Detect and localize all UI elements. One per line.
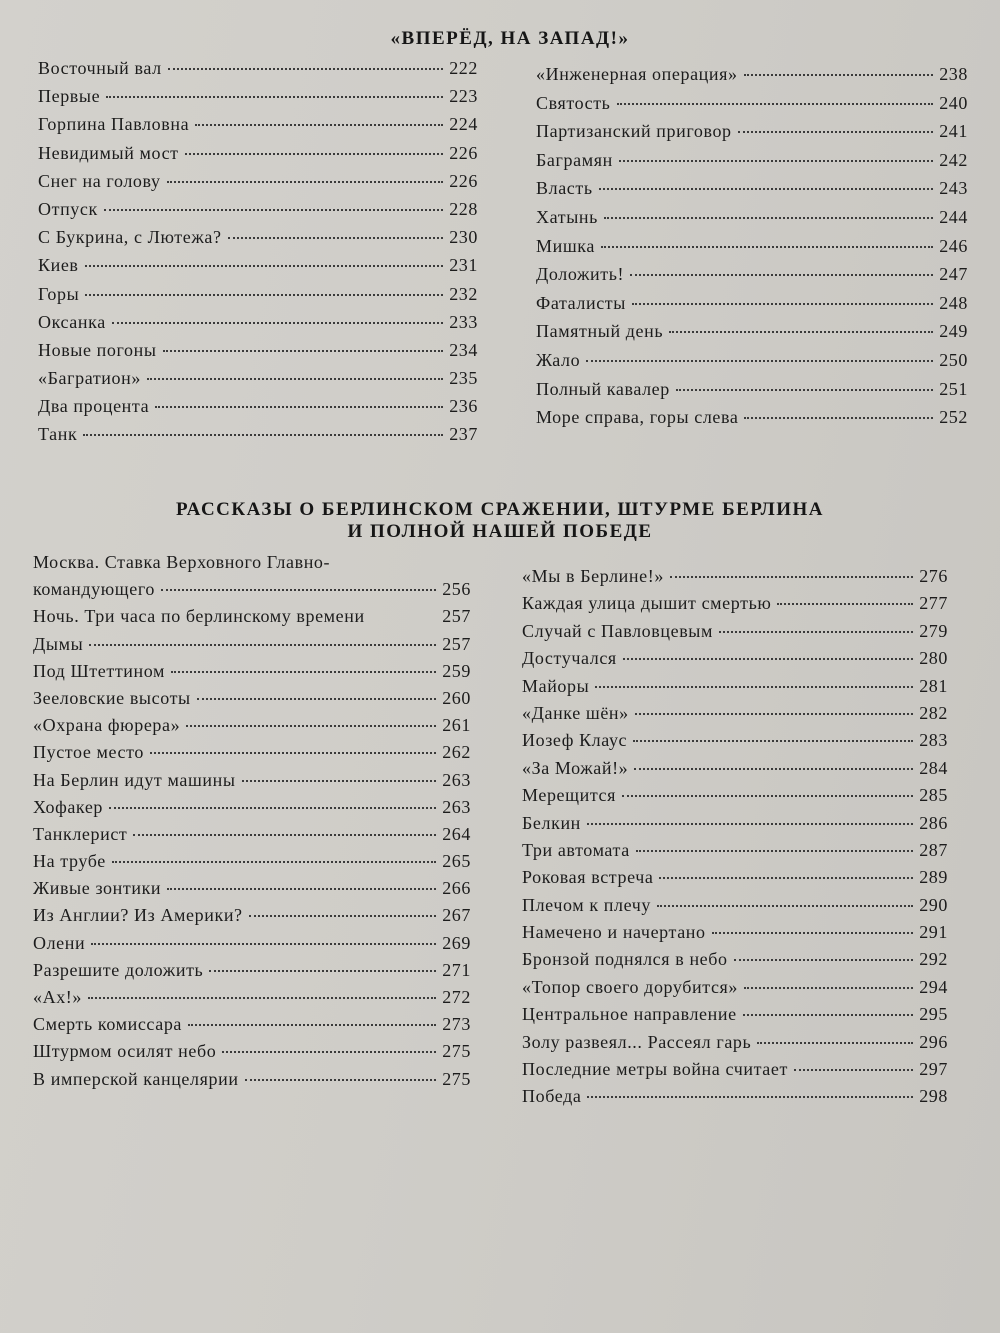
- toc-entry: [522, 648, 948, 675]
- toc-entry-page: 249: [939, 321, 968, 342]
- dot-leader: [587, 823, 913, 825]
- toc-entry-title: Центральное направление: [522, 1004, 737, 1025]
- dot-leader: [163, 350, 444, 352]
- dot-leader: [197, 698, 436, 700]
- toc-entry: [33, 933, 471, 960]
- toc-entry: [522, 922, 948, 949]
- toc-entry: [522, 949, 948, 976]
- toc-entry-page: 263: [442, 796, 471, 817]
- dot-leader: [744, 987, 913, 989]
- dot-leader: [587, 1096, 913, 1098]
- dot-leader: [619, 160, 933, 162]
- dot-leader: [595, 686, 913, 688]
- toc-entry-page: 237: [449, 424, 478, 445]
- toc-entry: [522, 1032, 948, 1059]
- toc-entry-title: Достучался: [522, 648, 617, 669]
- dot-leader: [744, 417, 933, 419]
- toc-entry: [536, 293, 968, 322]
- toc-entry-title: Золу развеял... Рассеял гарь: [522, 1031, 752, 1052]
- dot-leader: [633, 740, 913, 742]
- toc-entry-title: «Топор своего дорубится»: [522, 976, 739, 997]
- section-title-west: «ВПЕРЁД, НА ЗАПАД!»: [390, 28, 630, 49]
- toc-entry: [522, 566, 948, 593]
- toc-entry-page: 281: [919, 675, 948, 696]
- toc-column-west-left: [38, 58, 478, 453]
- toc-entry-title: Плечом к плечу: [522, 894, 651, 915]
- toc-entry-page: 223: [449, 86, 478, 107]
- toc-entry: [522, 813, 948, 840]
- toc-column-west-right: [536, 64, 968, 436]
- toc-entry: [38, 424, 478, 452]
- toc-entry: [522, 758, 948, 785]
- toc-entry-page: 296: [919, 1031, 948, 1052]
- toc-entry-title: «Мы в Берлине!»: [522, 566, 664, 586]
- toc-entry: [522, 1004, 948, 1031]
- toc-entry: [33, 987, 471, 1014]
- toc-entry-page: 267: [442, 905, 471, 926]
- section-title-berlin-line1: РАССКАЗЫ О БЕРЛИНСКОМ СРАЖЕНИИ, ШТУРМЕ БЕРЛИНА: [176, 499, 824, 520]
- toc-entry-page: 252: [939, 407, 968, 428]
- toc-entry-page: 280: [919, 648, 948, 669]
- toc-entry-page: 273: [442, 1014, 471, 1035]
- dot-leader: [106, 96, 443, 98]
- toc-entry-title: В имперской канцелярии: [33, 1068, 239, 1089]
- toc-entry-title: Два процента: [38, 396, 150, 417]
- dot-leader: [209, 970, 436, 972]
- toc-entry-page: 263: [442, 769, 471, 790]
- toc-entry-title: Невидимый мост: [38, 142, 179, 163]
- toc-entry-title: Мишка: [536, 235, 595, 256]
- dot-leader: [167, 181, 444, 183]
- dot-leader: [147, 378, 443, 380]
- toc-entry: [536, 264, 968, 293]
- dot-leader: [89, 644, 436, 646]
- toc-entry: [38, 86, 478, 114]
- toc-entry: [38, 114, 478, 142]
- toc-entry-title: Мерещится: [522, 785, 616, 806]
- toc-entry-title: «Инженерная операция»: [536, 64, 738, 84]
- section-title-berlin-line2: И ПОЛНОЙ НАШЕЙ ПОБЕДЕ: [347, 521, 653, 542]
- toc-entry-title: Танк: [38, 424, 78, 445]
- toc-entry-page: 298: [919, 1086, 948, 1107]
- toc-entry: [33, 1041, 471, 1068]
- toc-entry-title: Смерть комиссара: [33, 1014, 183, 1035]
- toc-entry: [536, 93, 968, 122]
- toc-entry-page: 238: [939, 64, 968, 84]
- dot-leader: [228, 237, 444, 239]
- dot-leader: [242, 780, 437, 782]
- dot-leader: [617, 103, 934, 105]
- toc-entry-page: 230: [449, 227, 478, 248]
- dot-leader: [601, 246, 933, 248]
- toc-entry-page: 284: [919, 757, 948, 778]
- toc-entry-page: 226: [449, 170, 478, 191]
- toc-entry: [522, 840, 948, 867]
- toc-entry-title: Оксанка: [38, 311, 106, 332]
- toc-entry-page: 282: [919, 702, 948, 723]
- toc-entry-title: командующего: [33, 579, 155, 600]
- toc-entry: [38, 58, 478, 86]
- toc-entry: [522, 867, 948, 894]
- toc-entry-title: Бронзой поднялся в небо: [522, 949, 728, 970]
- dot-leader: [599, 188, 934, 190]
- dot-leader: [659, 877, 913, 879]
- toc-entry: [33, 960, 471, 987]
- dot-leader: [188, 1024, 436, 1026]
- toc-entry-page: 231: [449, 255, 478, 276]
- toc-entry-title: «За Можай!»: [522, 757, 629, 778]
- toc-entry-page: 228: [449, 198, 478, 219]
- dot-leader: [171, 671, 436, 673]
- toc-entry-page: 247: [939, 264, 968, 285]
- toc-entry: [38, 255, 478, 283]
- toc-entry-page: 232: [449, 283, 478, 304]
- toc-entry-title: Под Штеттином: [33, 660, 165, 681]
- dot-leader: [186, 725, 436, 727]
- dot-leader: [155, 406, 443, 408]
- toc-entry-title: Доложить!: [536, 264, 625, 285]
- toc-entry-title: Случай с Павловцевым: [522, 620, 713, 641]
- toc-entry-title: Первые: [38, 86, 101, 107]
- dot-leader: [604, 217, 933, 219]
- toc-entry-title: Майоры: [522, 675, 590, 696]
- toc-entry-page: 234: [449, 339, 478, 360]
- toc-entry: [33, 878, 471, 905]
- toc-entry: [38, 284, 478, 312]
- toc-entry-title: Снег на голову: [38, 170, 161, 191]
- toc-entry: [33, 1014, 471, 1041]
- toc-entry: [33, 688, 471, 715]
- toc-entry-title: Горпина Павловна: [38, 114, 190, 135]
- dot-leader: [249, 915, 437, 917]
- toc-entry-title: Штурмом осилят небо: [33, 1041, 217, 1062]
- dot-leader: [635, 713, 913, 715]
- dot-leader: [133, 834, 436, 836]
- dot-leader: [676, 389, 933, 391]
- toc-entry-title: Отпуск: [38, 198, 98, 219]
- toc-entry-title: «Охрана фюрера»: [33, 715, 181, 736]
- toc-entry-page: 286: [919, 812, 948, 833]
- toc-entry: [33, 770, 471, 797]
- toc-entry: [536, 236, 968, 265]
- toc-entry-title: Хофакер: [33, 796, 104, 817]
- toc-entry-page: 256: [442, 579, 471, 600]
- dot-leader: [167, 888, 436, 890]
- toc-entry: [522, 785, 948, 812]
- toc-entry-page: 226: [449, 142, 478, 163]
- toc-entry: [536, 407, 968, 436]
- toc-entry-page: 257: [442, 606, 471, 627]
- toc-entry: [522, 1059, 948, 1086]
- toc-entry-title: «Багратион»: [38, 368, 141, 389]
- toc-entry-page: 292: [919, 949, 948, 970]
- toc-entry-page: 290: [919, 894, 948, 915]
- toc-entry-title: На трубе: [33, 851, 106, 872]
- toc-entry-page: 248: [939, 292, 968, 313]
- toc-entry-page: 266: [442, 878, 471, 899]
- toc-entry: [522, 676, 948, 703]
- dot-leader: [636, 850, 913, 852]
- toc-entry-page: 259: [442, 660, 471, 681]
- toc-entry-page: 257: [442, 633, 471, 654]
- toc-entry-title: Ночь. Три часа по берлинскому времени: [33, 606, 365, 627]
- dot-leader: [738, 131, 934, 133]
- toc-entry-title: Живые зонтики: [33, 878, 162, 899]
- toc-entry-title: Восточный вал: [38, 58, 162, 78]
- toc-entry-title: Киев: [38, 255, 79, 276]
- dot-leader: [104, 209, 443, 211]
- dot-leader: [743, 1014, 914, 1016]
- toc-entry-title: Новые погоны: [38, 339, 157, 360]
- toc-entry: [536, 321, 968, 350]
- toc-entry: [38, 368, 478, 396]
- toc-entry: [536, 350, 968, 379]
- toc-entry-title: Хатынь: [536, 206, 598, 227]
- toc-entry-title: «Данке шён»: [522, 702, 629, 723]
- toc-entry-page: 287: [919, 839, 948, 860]
- toc-entry-title: Полный кавалер: [536, 378, 670, 399]
- toc-entry: [33, 1069, 471, 1096]
- toc-entry-title: Москва. Ставка Верховного Главно-: [33, 552, 331, 572]
- toc-entry: [536, 178, 968, 207]
- dot-leader: [245, 1079, 437, 1081]
- toc-entry: [38, 227, 478, 255]
- toc-entry-page: 289: [919, 867, 948, 888]
- toc-entry: [38, 340, 478, 368]
- toc-entry: [33, 742, 471, 769]
- dot-leader: [777, 603, 913, 605]
- toc-entry-page: 261: [442, 715, 471, 736]
- dot-leader: [712, 932, 914, 934]
- toc-entry-page: 224: [449, 114, 478, 135]
- dot-leader: [734, 959, 914, 961]
- toc-entry-page: 279: [919, 620, 948, 641]
- toc-entry-page: 250: [939, 349, 968, 370]
- toc-entry: [536, 64, 968, 93]
- toc-entry-page: 272: [442, 987, 471, 1007]
- dot-leader: [161, 589, 436, 591]
- toc-entry-title: Море справа, горы слева: [536, 407, 739, 428]
- dot-leader: [85, 294, 443, 296]
- dot-leader: [634, 768, 913, 770]
- dot-leader: [794, 1069, 913, 1071]
- toc-entry: [536, 121, 968, 150]
- toc-entry-page: 251: [939, 378, 968, 399]
- toc-entry-page: 275: [442, 1068, 471, 1089]
- toc-entry: [33, 552, 471, 579]
- toc-entry: [536, 150, 968, 179]
- dot-leader: [719, 631, 913, 633]
- toc-entry-page: 240: [939, 92, 968, 113]
- toc-entry-page: 294: [919, 976, 948, 997]
- toc-entry-title: Пустое место: [33, 742, 144, 763]
- toc-entry: [38, 312, 478, 340]
- toc-entry-title: Памятный день: [536, 321, 664, 342]
- dot-leader: [150, 752, 436, 754]
- toc-entry-page: 269: [442, 932, 471, 953]
- toc-entry-title: Иозеф Клаус: [522, 730, 628, 751]
- toc-entry: [38, 143, 478, 171]
- toc-entry-page: 295: [919, 1004, 948, 1025]
- toc-entry-page: 244: [939, 206, 968, 227]
- toc-entry-page: 243: [939, 178, 968, 199]
- toc-entry-page: 233: [449, 311, 478, 332]
- dot-leader: [88, 997, 436, 999]
- toc-entry-page: 236: [449, 396, 478, 417]
- dot-leader: [168, 68, 443, 70]
- toc-entry: [33, 824, 471, 851]
- toc-entry: [522, 730, 948, 757]
- toc-entry-title: Фаталисты: [536, 292, 626, 313]
- toc-entry: [536, 379, 968, 408]
- toc-entry-title: Из Англии? Из Америки?: [33, 905, 243, 926]
- toc-entry-page: 264: [442, 823, 471, 844]
- toc-entry-page: 275: [442, 1041, 471, 1062]
- toc-entry-page: 285: [919, 785, 948, 806]
- toc-entry-page: 260: [442, 687, 471, 708]
- toc-entry-page: 291: [919, 922, 948, 943]
- dot-leader: [623, 658, 913, 660]
- dot-leader: [185, 153, 444, 155]
- dot-leader: [657, 905, 913, 907]
- section-title-berlin: [120, 499, 880, 543]
- toc-entry-page: 222: [449, 58, 478, 78]
- toc-entry-title: Олени: [33, 932, 86, 953]
- dot-leader: [630, 274, 933, 276]
- toc-entry: [33, 606, 471, 633]
- toc-entry-page: 242: [939, 149, 968, 170]
- toc-entry-title: С Букрина, с Лютежа?: [38, 227, 222, 248]
- toc-entry: [536, 207, 968, 236]
- dot-leader: [83, 434, 443, 436]
- toc-entry: [522, 895, 948, 922]
- toc-entry: [522, 593, 948, 620]
- toc-entry: [522, 977, 948, 1004]
- toc-entry: [38, 199, 478, 227]
- dot-leader: [112, 322, 443, 324]
- toc-entry: [522, 1086, 948, 1113]
- toc-entry-page: 262: [442, 742, 471, 763]
- dot-leader: [109, 807, 436, 809]
- toc-entry-title: Баграмян: [536, 149, 613, 170]
- toc-entry-title: Белкин: [522, 812, 581, 833]
- dot-leader: [744, 74, 934, 76]
- toc-entry-title: На Берлин идут машины: [33, 769, 236, 790]
- toc-entry-title: Разрешите доложить: [33, 959, 204, 980]
- toc-entry-title: Святость: [536, 92, 611, 113]
- toc-entry-title: Победа: [522, 1086, 582, 1107]
- dot-leader: [85, 265, 444, 267]
- toc-entry-title: Дымы: [33, 633, 84, 654]
- toc-entry-page: 241: [939, 121, 968, 142]
- toc-entry-title: Танклерист: [33, 823, 128, 844]
- toc-column-berlin-left: [33, 552, 471, 1096]
- toc-entry-page: 277: [919, 593, 948, 614]
- toc-entry-title: «Ах!»: [33, 987, 82, 1007]
- toc-entry: [522, 621, 948, 648]
- toc-entry-page: 276: [919, 566, 948, 586]
- dot-leader: [757, 1042, 913, 1044]
- dot-leader: [222, 1051, 436, 1053]
- toc-entry: [33, 797, 471, 824]
- toc-entry-title: Зееловские высоты: [33, 687, 191, 708]
- toc-entry-title: Каждая улица дышит смертью: [522, 593, 772, 614]
- toc-entry-title: Три автомата: [522, 839, 630, 860]
- dot-leader: [632, 303, 933, 305]
- toc-entry: [38, 171, 478, 199]
- toc-entry-page: 271: [442, 959, 471, 980]
- toc-entry: [522, 703, 948, 730]
- toc-entry-title: Роковая встреча: [522, 867, 654, 888]
- toc-entry-page: 297: [919, 1059, 948, 1080]
- toc-entry: [33, 579, 471, 606]
- toc-entry-page: 283: [919, 730, 948, 751]
- dot-leader: [586, 360, 933, 362]
- toc-entry-title: Намечено и начертано: [522, 922, 706, 943]
- toc-entry: [33, 851, 471, 878]
- toc-entry-title: Власть: [536, 178, 593, 199]
- toc-entry: [38, 396, 478, 424]
- toc-entry: [33, 661, 471, 688]
- toc-entry-title: Последние метры война считает: [522, 1059, 788, 1080]
- dot-leader: [195, 124, 443, 126]
- toc-entry: [33, 905, 471, 932]
- dot-leader: [91, 943, 436, 945]
- toc-entry-title: Партизанский приговор: [536, 121, 732, 142]
- toc-entry: [33, 715, 471, 742]
- toc-column-berlin-right: [522, 566, 948, 1114]
- dot-leader: [669, 331, 933, 333]
- dot-leader: [670, 576, 913, 578]
- dot-leader: [112, 861, 436, 863]
- toc-entry-title: Горы: [38, 283, 80, 304]
- dot-leader: [622, 795, 913, 797]
- toc-entry-page: 235: [449, 368, 478, 389]
- toc-entry-title: Жало: [536, 349, 581, 370]
- toc-entry: [33, 634, 471, 661]
- toc-entry-page: 265: [442, 851, 471, 872]
- toc-entry-page: 246: [939, 235, 968, 256]
